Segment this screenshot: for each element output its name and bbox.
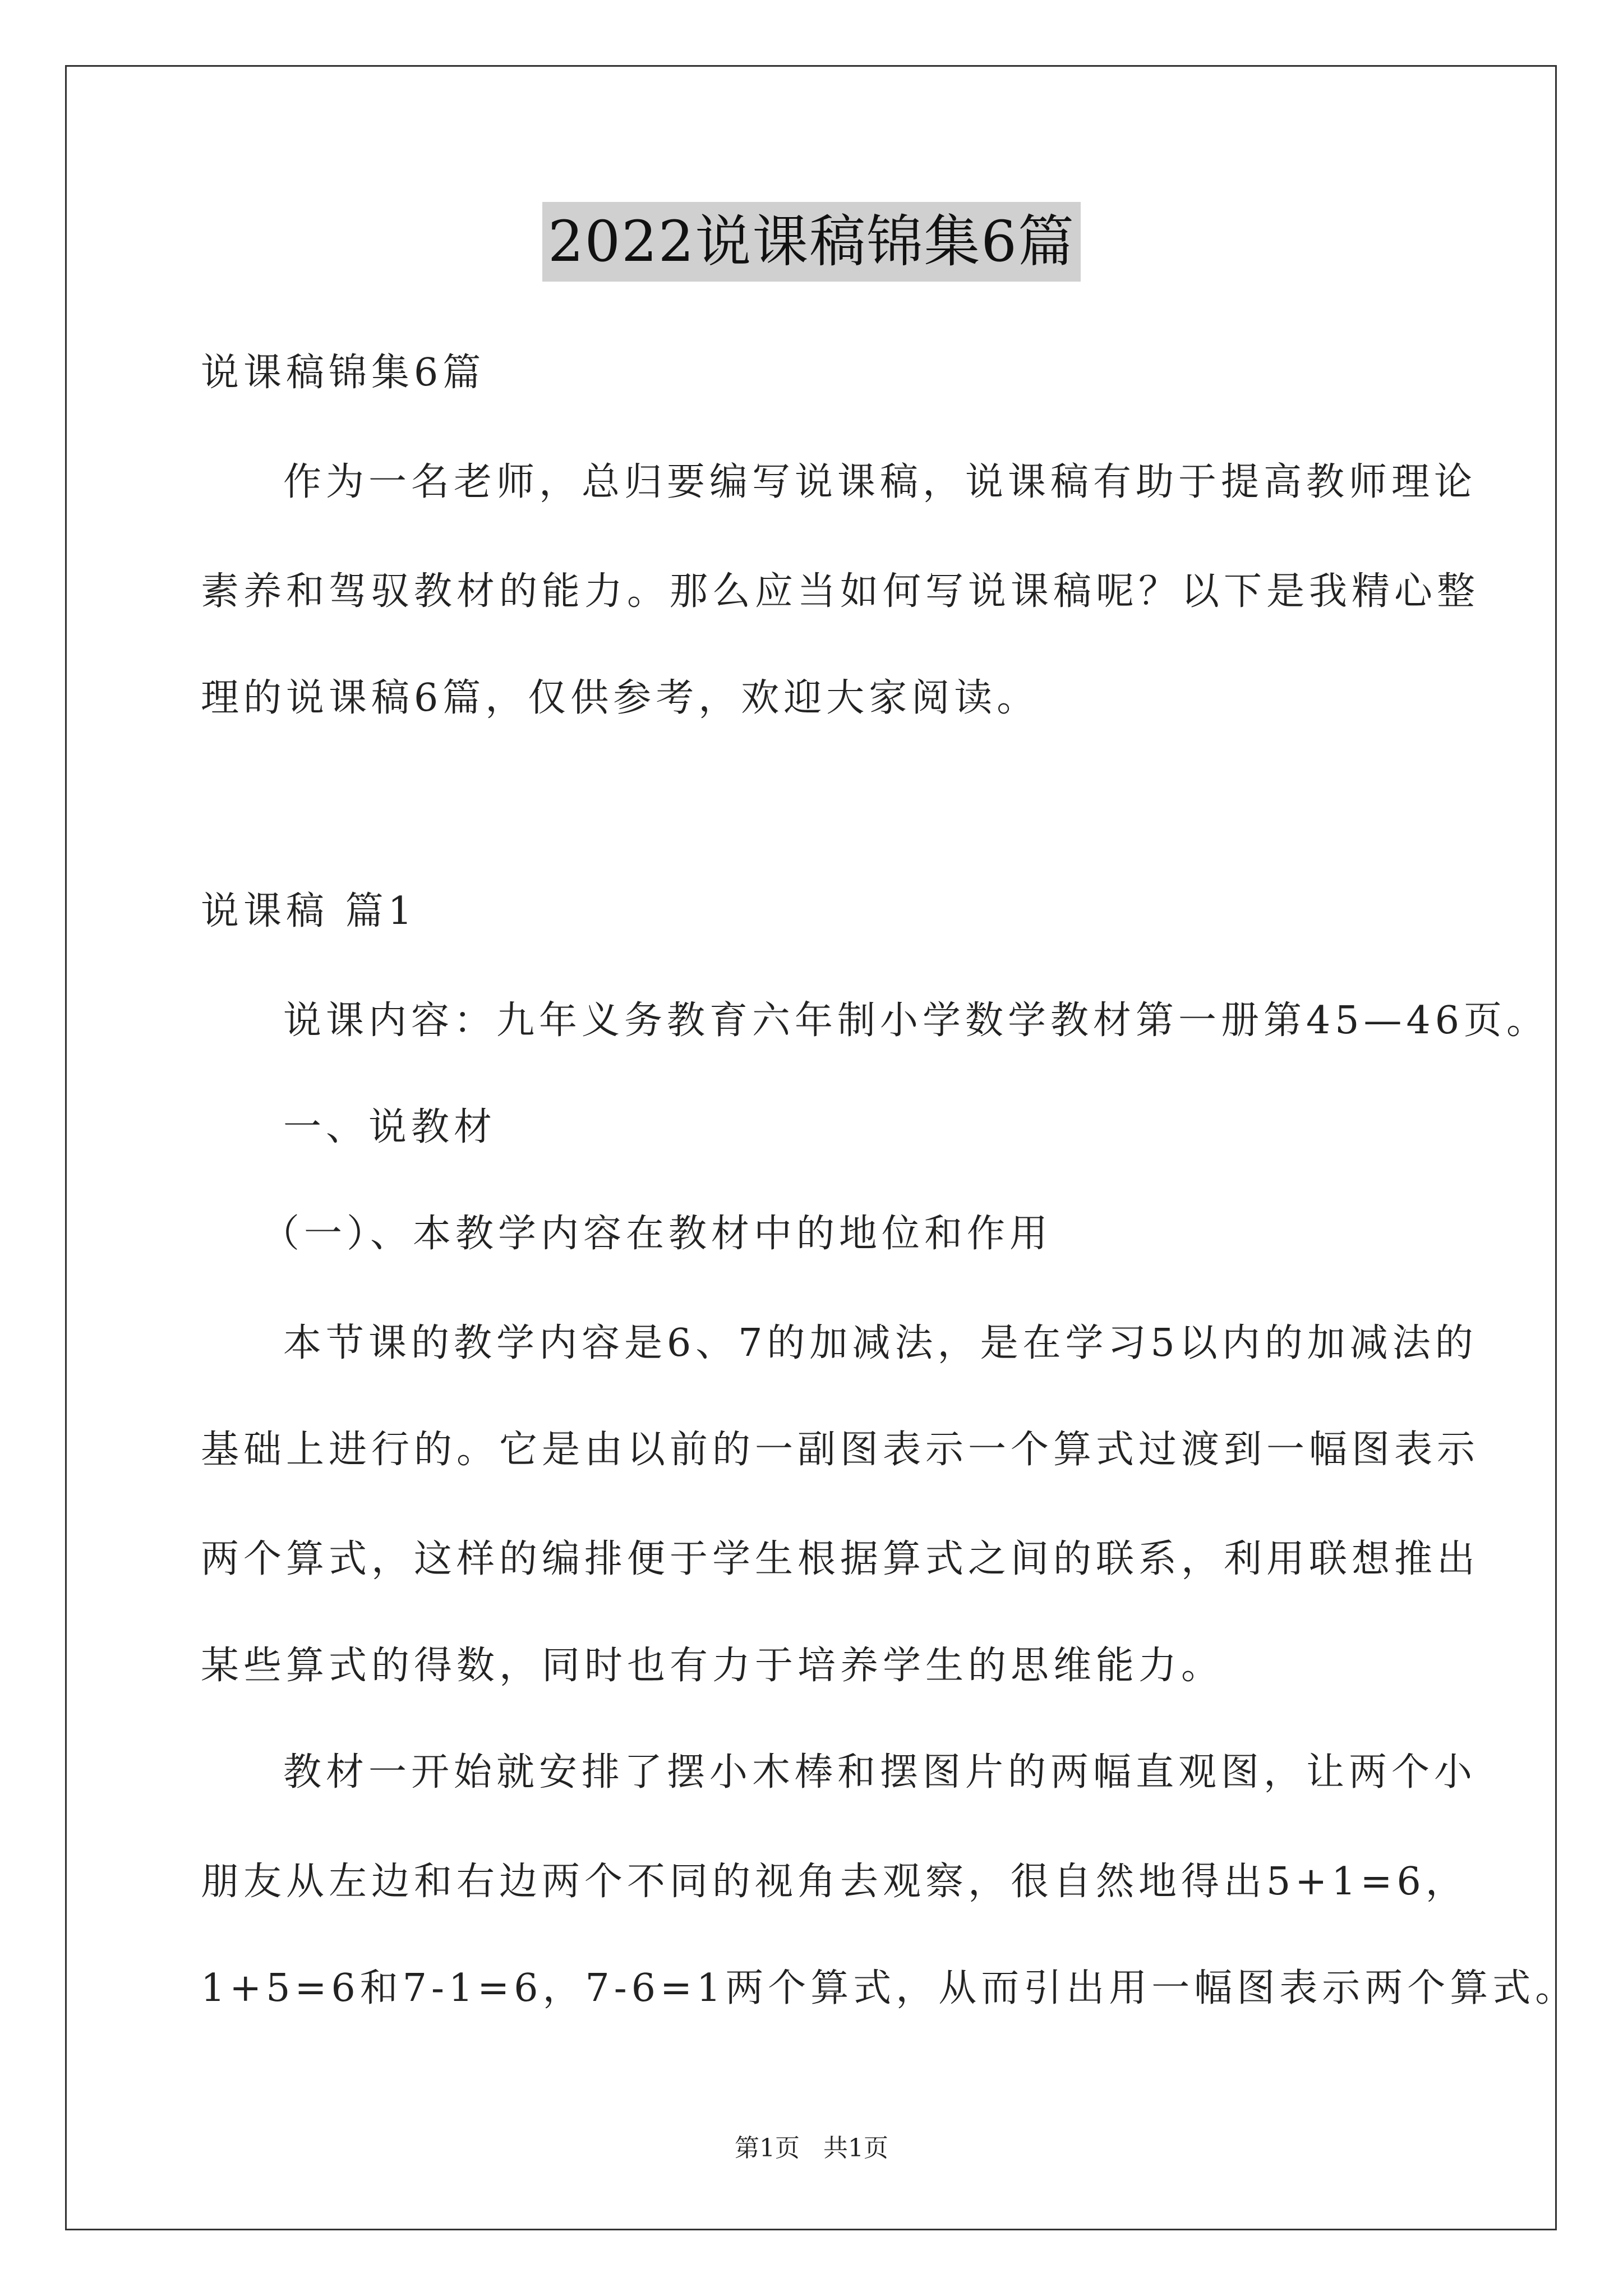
intro-line-3: 理的说课稿6篇，仅供参考，欢迎大家阅读。 [201,676,1040,720]
section-heading: 说课稿 篇1 [201,889,417,933]
heading-teaching-material: 一、说教材 [283,1105,497,1149]
intro-line-2: 素养和驾驭教材的能力。那么应当如何写说课稿呢？以下是我精心整 [201,569,1480,614]
subtitle: 说课稿锦集6篇 [201,351,486,395]
lesson-content-line: 说课内容：九年义务教育六年制小学数学教材第一册第45—46页。 [283,999,1550,1043]
title-container [0,202,1623,282]
document-title: 2022说课稿锦集6篇 [542,202,1081,282]
paragraph-2-line-1: 教材一开始就安排了摆小木棒和摆图片的两幅直观图，让两个小 [283,1750,1477,1795]
paragraph-1-line-2: 基础上进行的。它是由以前的一副图表示一个算式过渡到一幅图表示 [201,1428,1480,1472]
page-footer: 第1页 共1页 [735,2134,888,2162]
paragraph-1-line-3: 两个算式，这样的编排便于学生根据算式之间的联系，利用联想推出 [201,1537,1480,1581]
paragraph-1-line-4: 某些算式的得数，同时也有力于培养学生的思维能力。 [201,1644,1224,1688]
paragraph-1-line-1: 本节课的教学内容是6、7的加减法，是在学习5以内的加减法的 [283,1321,1478,1365]
intro-line-1: 作为一名老师，总归要编写说课稿，说课稿有助于提高教师理论 [283,460,1477,504]
paragraph-2-line-3: 1+5=6和7-1=6，7-6=1两个算式，从而引出用一幅图表示两个算式。 [201,1966,1578,2010]
heading-position-role: （一）、本教学内容在教材中的地位和作用 [261,1212,1053,1256]
paragraph-2-line-2: 朋友从左边和右边两个不同的视角去观察，很自然地得出5+1=6， [201,1860,1468,1904]
